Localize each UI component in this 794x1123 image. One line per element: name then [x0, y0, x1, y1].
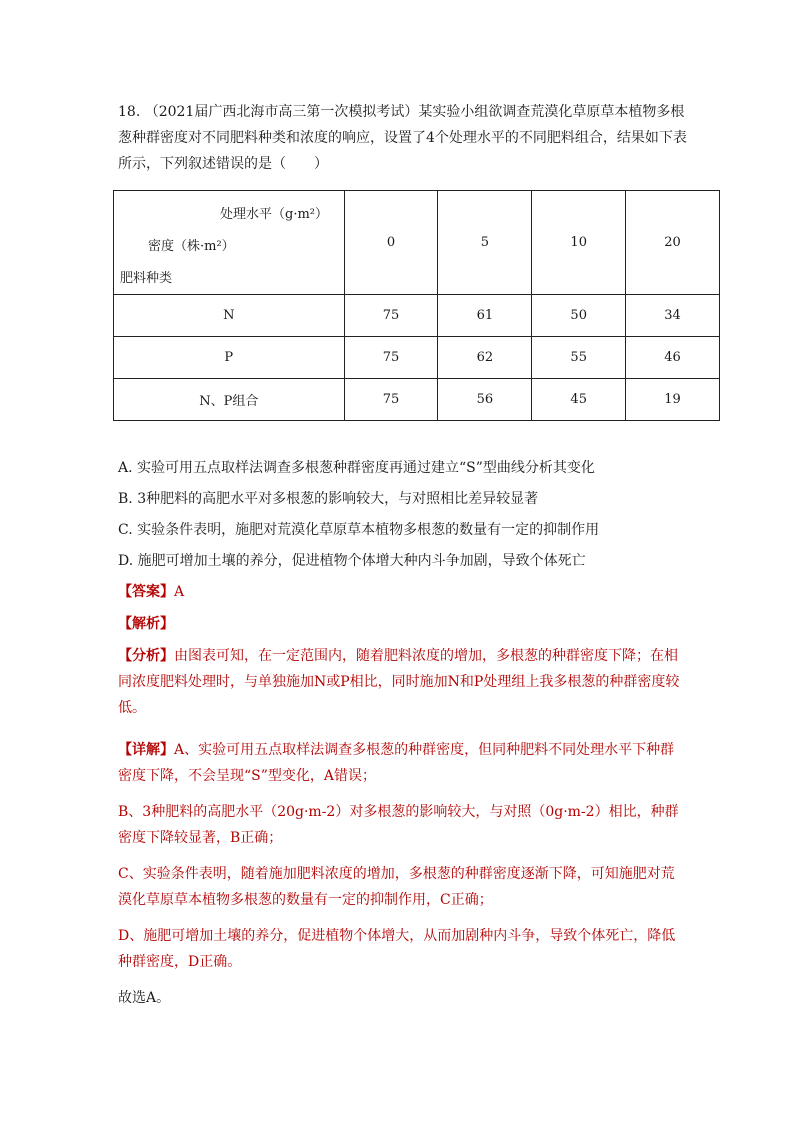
option-a: A. 实验可用五点取样法调查多根葱种群密度再通过建立“S”型曲线分析其变化: [118, 460, 595, 476]
xiangjie-d: D、施肥可增加土壤的养分，促进植物个体增大，从而加剧种内斗争，导致个体死亡，降低种群密度，D正确。: [118, 928, 676, 970]
table-cell: 34: [626, 295, 720, 337]
table-cell: 62: [438, 337, 532, 379]
table-cell: 75: [344, 337, 438, 379]
level-cell: 10: [532, 191, 626, 295]
level-cell: 5: [438, 191, 532, 295]
option-d: D. 施肥可增加土壤的养分，促进植物个体增大种内斗争加剧，导致个体死亡: [118, 553, 586, 569]
level-cell: 20: [626, 191, 720, 295]
table-cell: 45: [532, 379, 626, 421]
table-cell: 56: [438, 379, 532, 421]
analysis-label: 【解析】: [118, 616, 174, 632]
xiangjie-a-text: A、实验可用五点取样法调查多根葱的种群密度，但同种肥料不同处理水平下种群密度下降，不会呈现“S”型变化，A错误；: [118, 742, 675, 784]
table-header-row: [114, 191, 720, 295]
option-c: C. 实验条件表明，施肥对荒漠化草原草本植物多根葱的数量有一定的抑制作用: [118, 522, 600, 538]
answer-value: A: [174, 584, 185, 600]
table-header-cell: [114, 191, 345, 295]
table-cell: 50: [532, 295, 626, 337]
xiangjie-a: [118, 737, 688, 789]
option-b: B. 3种肥料的高肥水平对多根葱的影响较大，与对照相比差异较显著: [118, 491, 539, 507]
header-fertilizer-type: 肥料种类: [120, 271, 173, 286]
level-cell: 0: [344, 191, 438, 295]
table-row: [114, 295, 720, 337]
xiangjie-c: C、实验条件表明，随着施加肥料浓度的增加，多根葱的种群密度逐渐下降，可知施肥对荒漠化草原草本植物多根葱的数量有一定的抑制作用，C正确；: [118, 866, 675, 908]
table-cell: 19: [626, 379, 720, 421]
row-label: P: [114, 337, 345, 379]
table-row: [114, 379, 720, 421]
table-cell: 46: [626, 337, 720, 379]
fenxi-paragraph: [118, 643, 688, 721]
header-treatment-level: 处理水平（g·m²）: [220, 207, 328, 222]
table-cell: 55: [532, 337, 626, 379]
fenxi-label: 【分析】: [118, 648, 174, 664]
table-row: [114, 337, 720, 379]
header-density: 密度（株·m²）: [148, 239, 235, 254]
fertilizer-density-table: [113, 190, 720, 421]
conclusion: 故选A。: [118, 990, 171, 1006]
table-cell: 75: [344, 295, 438, 337]
xiangjie-label: 【详解】: [118, 742, 174, 758]
question-text: 18. （2021届广西北海市高三第一次模拟考试）某实验小组欲调查荒漠化草原草本植物多根葱种群密度对不同肥料种类和浓度的响应，设置了4个处理水平的不同肥料组合，结果如下表所示，下列叙述错误的是（ ）: [118, 104, 687, 172]
row-label: N、P组合: [114, 379, 345, 421]
answer-label: 【答案】: [118, 584, 174, 600]
row-label: N: [114, 295, 345, 337]
table-cell: 75: [344, 379, 438, 421]
fenxi-text: 由图表可知，在一定范围内，随着肥料浓度的增加，多根葱的种群密度下降；在相同浓度肥料处理时，与单独施加N或P相比，同时施加N和P处理组上我多根葱的种群密度较低。: [118, 648, 680, 716]
xiangjie-b: B、3种肥料的高肥水平（20g·m-2）对多根葱的影响较大，与对照（0g·m-2）相比，种群密度下降较显著，B正确；: [118, 804, 679, 846]
answer-line: [118, 582, 184, 602]
table-cell: 61: [438, 295, 532, 337]
